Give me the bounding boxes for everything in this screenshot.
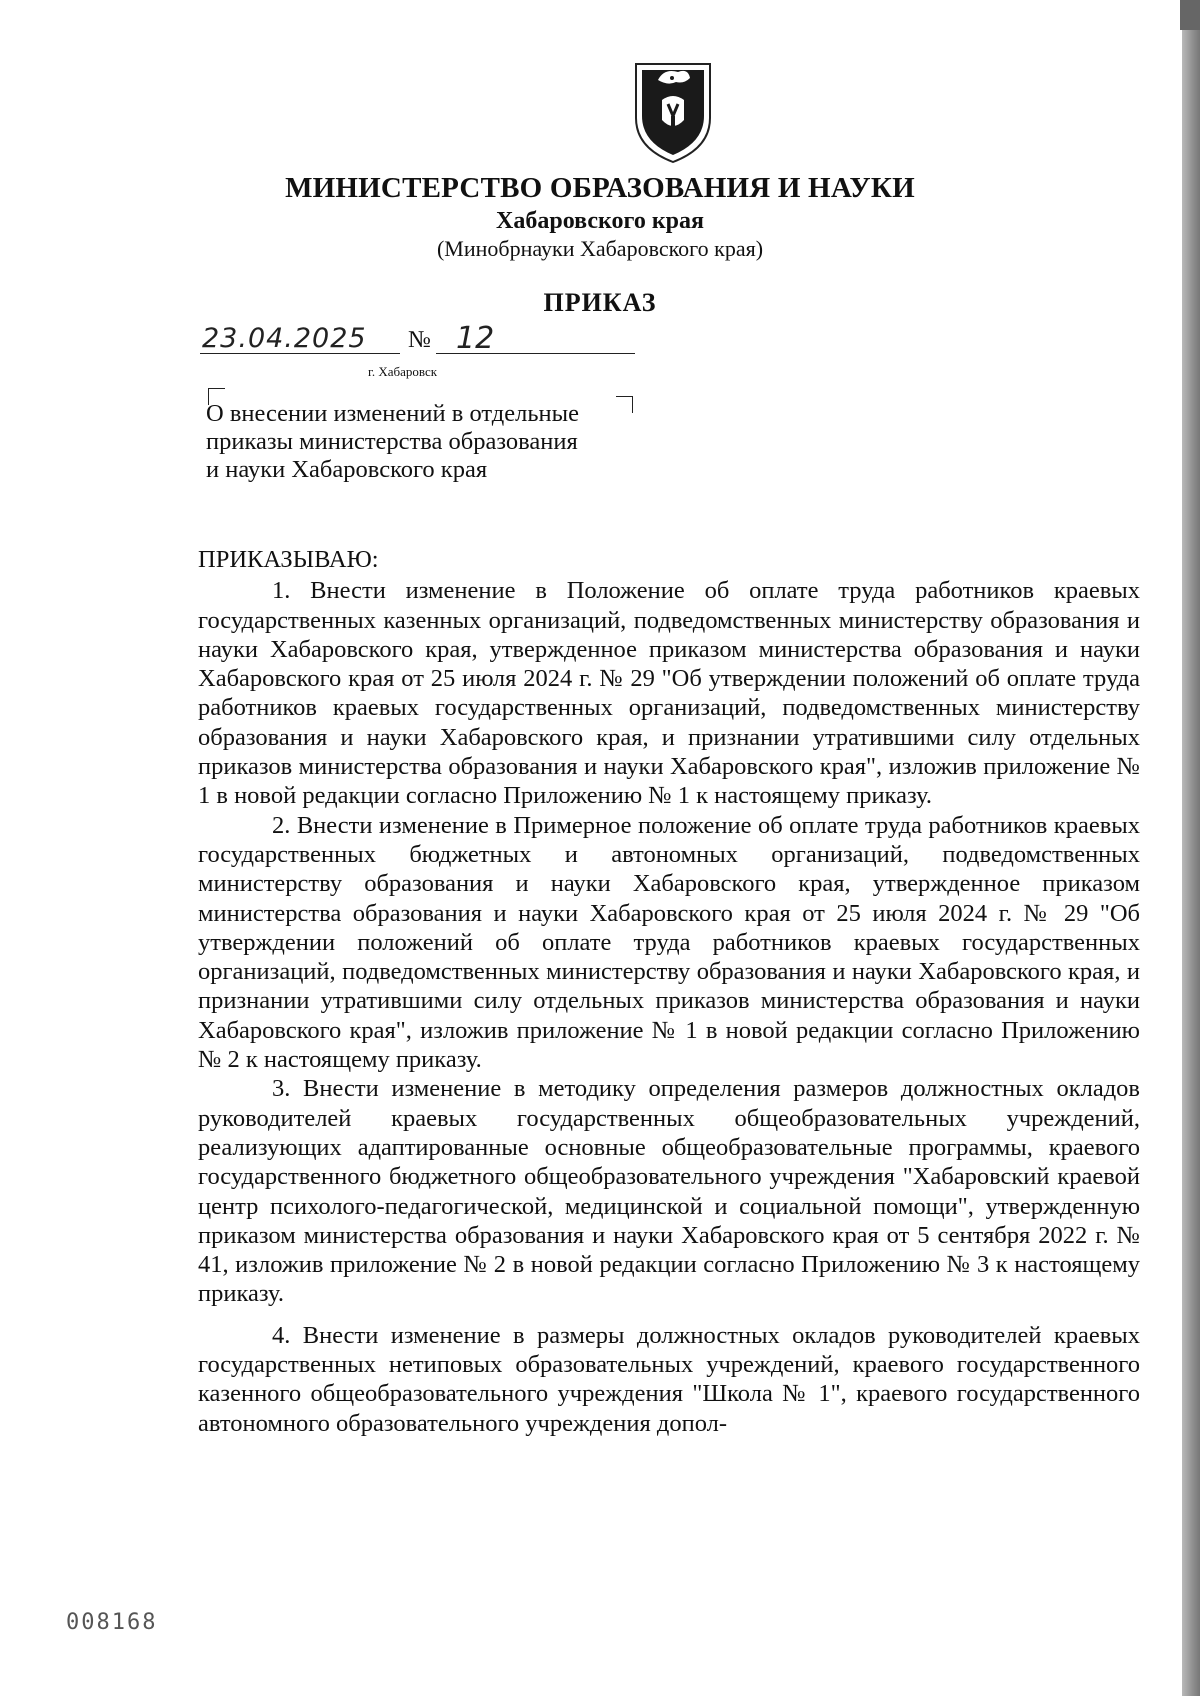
- serial-number: 008168: [66, 1610, 158, 1635]
- order-item-3: 3. Внести изменение в методику определения размеров должностных окладов руководителей краевых государственных общеобразовательных учреждений, реализующих адаптированные основные общеобразовательные программы, краевого государственного бюджетного общеобразовательного учреждения "Хабаровский краевой центр психолого-педагогической, медицинской и социальной помощи", утвержденную приказом министерства образования и науки Хабаровского края от 5 сентября 2022 г. № 41, изложив приложение № 2 в новой редакции согласно Приложению № 3 к настоящему приказу.: [198, 1075, 1140, 1308]
- order-item-2: 2. Внести изменение в Примерное положение об оплате труда работников краевых государственных бюджетных и автономных организаций, подведомственных министерству образования и науки Хабаровского края, утвержденное приказом министерства образования и науки Хабаровского края от 25 июля 2024 г. № 29 "Об утверждении положений об оплате труда работников краевых государственных организаций, подведомственных министерству образования и науки Хабаровского края, и признании утратившими силу отдельных приказов министерства образования и науки Хабаровского края", изложив приложение № 1 в новой редакции согласно Приложению № 2 к настоящему приказу.: [198, 811, 1140, 1074]
- subject-line: О внесении изменений в отдельные: [206, 400, 579, 427]
- number-underline: [436, 353, 635, 354]
- scan-edge-corner: [1180, 0, 1200, 30]
- order-directive: ПРИКАЗЫВАЮ:: [198, 546, 379, 573]
- coat-of-arms-icon: [628, 56, 718, 166]
- subject-line: приказы министерства образования: [206, 428, 578, 455]
- issue-city: г. Хабаровск: [368, 364, 438, 379]
- number-sign: №: [408, 327, 431, 353]
- order-subject: [206, 400, 646, 484]
- organization-short-name: (Минобрнауки Хабаровского края): [436, 236, 764, 261]
- order-body: [198, 545, 1140, 1438]
- order-item-1: 1. Внести изменение в Положение об оплате труда работников краевых государственных казенных организаций, подведомственных министерству образования и науки Хабаровского края, утвержденное приказом министерства образования и науки Хабаровского края от 25 июля 2024 г. № 29 "Об утверждении положений об оплате труда работников краевых государственных организаций, подведомственных министерству образования и науки Хабаровского края, и признании утратившими силу отдельных приказов министерства образования и науки Хабаровского края", изложив приложение № 1 в новой редакции согласно Приложению № 1 к настоящему приказу.: [198, 577, 1140, 810]
- handwritten-date: 23.04.2025: [202, 323, 367, 354]
- subject-line: и науки Хабаровского края: [206, 456, 488, 483]
- handwritten-number: 12: [456, 321, 495, 356]
- date-underline: [200, 353, 400, 354]
- registration-line: [200, 323, 635, 357]
- organization-region: Хабаровского края: [496, 208, 704, 234]
- organization-title: МИНИСТЕРСТВО ОБРАЗОВАНИЯ И НАУКИ: [285, 172, 915, 204]
- document-type: ПРИКАЗ: [543, 288, 657, 317]
- order-item-4: 4. Внести изменение в размеры должностных окладов руководителей краевых государственных нетиповых образовательных учреждений, краевого государственного казенного общеобразовательного учреждения "Школа № 1", краевого государственного автономного образовательного учреждения допол-: [198, 1321, 1140, 1437]
